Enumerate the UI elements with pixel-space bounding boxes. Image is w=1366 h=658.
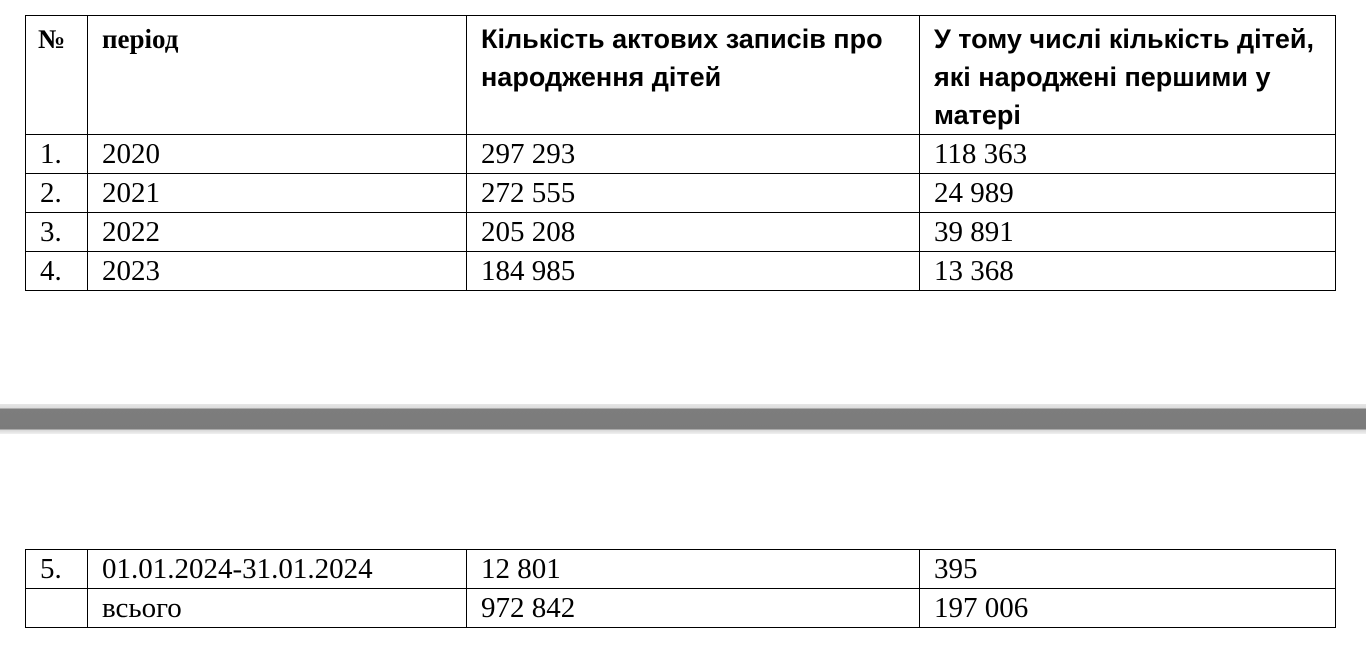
row-records: 184 985: [467, 252, 920, 291]
row-period: 2022: [88, 213, 467, 252]
table-row: [26, 213, 1336, 252]
row-number: [26, 589, 88, 628]
row-period: 2020: [88, 135, 467, 174]
row-number: 5.: [26, 550, 88, 589]
page-break-divider: [0, 404, 1366, 434]
row-first-born: 118 363: [920, 135, 1336, 174]
row-first-born: 39 891: [920, 213, 1336, 252]
births-table-page-2: [25, 549, 1336, 628]
header-period: період: [88, 16, 467, 135]
row-period: 2021: [88, 174, 467, 213]
table-total-row: [26, 589, 1336, 628]
header-birth-records-count: Кількість актових записів про народження дітей: [467, 16, 920, 135]
row-records: 205 208: [467, 213, 920, 252]
row-first-born: 395: [920, 550, 1336, 589]
row-first-born: 13 368: [920, 252, 1336, 291]
table-row: [26, 252, 1336, 291]
row-number: 2.: [26, 174, 88, 213]
row-number: 4.: [26, 252, 88, 291]
row-first-born: 24 989: [920, 174, 1336, 213]
row-period-total-label: всього: [88, 589, 467, 628]
row-period: 01.01.2024-31.01.2024: [88, 550, 467, 589]
row-number: 1.: [26, 135, 88, 174]
table-row: [26, 174, 1336, 213]
row-records: 272 555: [467, 174, 920, 213]
row-records: 12 801: [467, 550, 920, 589]
header-first-born-count: У тому числі кількість дітей, які народжені першими у матері: [920, 16, 1336, 135]
row-first-born-total: 197 006: [920, 589, 1336, 628]
header-number: №: [26, 16, 88, 135]
births-table-page-1: [25, 15, 1336, 291]
row-records: 297 293: [467, 135, 920, 174]
table-row: [26, 550, 1336, 589]
row-number: 3.: [26, 213, 88, 252]
table-row: [26, 135, 1336, 174]
row-period: 2023: [88, 252, 467, 291]
table-header-row: [26, 16, 1336, 135]
row-records-total: 972 842: [467, 589, 920, 628]
